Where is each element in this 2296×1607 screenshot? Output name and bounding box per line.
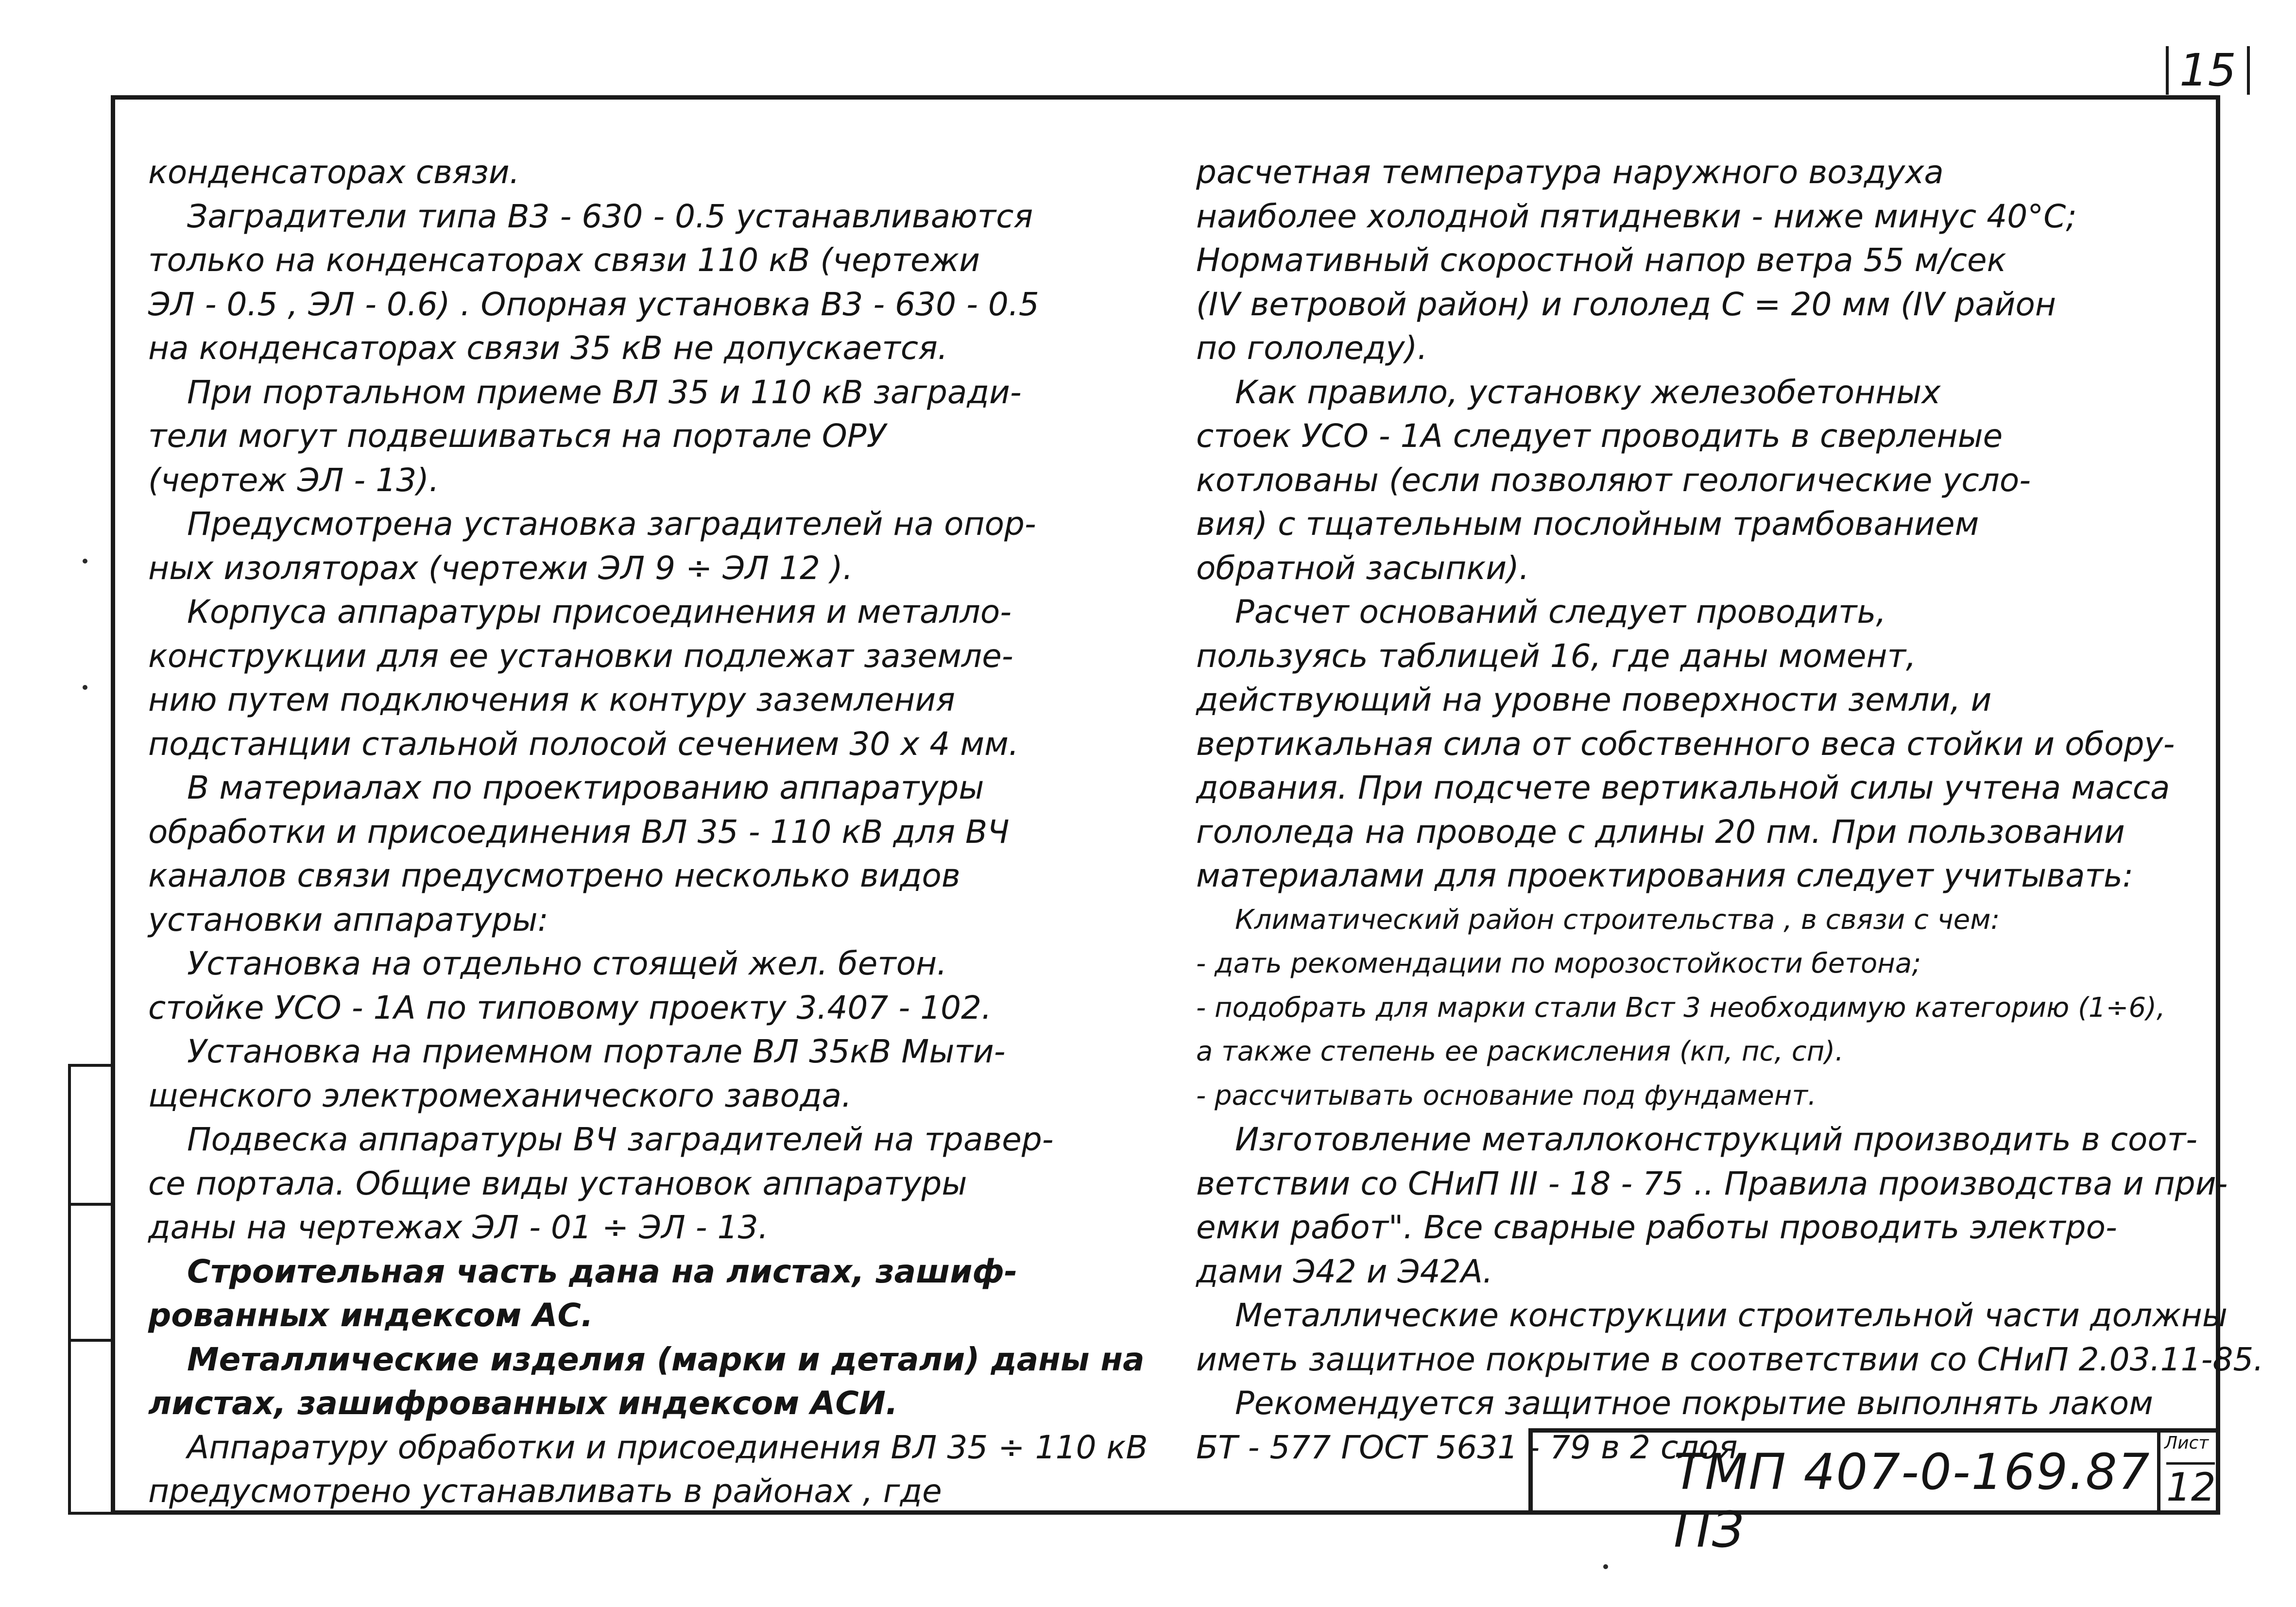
text-line: стойке УСО - 1А по типовому проекту 3.407 - 102. [148,989,992,1026]
text-line: - дать рекомендации по морозостойкости бетона; [1196,948,1921,979]
text-line: дования. При подсчете вертикальной силы учтена масса [1196,769,2170,806]
text-line: подстанции стальной полосой сечением 30 х 4 мм. [148,725,1019,763]
text-line: Установка на приемном портале ВЛ 35кВ Мыти- [187,1033,1006,1070]
scan-speck [1603,1564,1608,1569]
page-number: 15 [2166,46,2250,95]
text-line: расчетная температура наружного воздуха [1196,154,1944,191]
text-line: материалами для проектирования следует учитывать: [1196,857,2134,894]
text-line: стоек УСО - 1А следует проводить в сверленые [1196,417,2003,455]
text-line: ных изоляторах (чертежи ЭЛ 9 ÷ ЭЛ 12 ). [148,549,853,587]
text-line: Нормативный скоростной напор ветра 55 м/сек [1196,241,2006,279]
text-line: Металлические конструкции строительной части должны [1235,1297,2227,1334]
text-line: се портала. Общие виды установок аппаратуры [148,1164,967,1202]
text-line: тели могут подвешиваться на портале ОРУ [148,417,886,455]
text-line: Как правило, установку железобетонных [1235,373,1941,411]
text-line: действующий на уровне поверхности земли, и [1196,681,1992,718]
text-line: обработки и присоединения ВЛ 35 - 110 кВ для ВЧ [148,813,1010,851]
text-line: ветствии со СНиП III - 18 - 75 .. Правила производства и при- [1196,1164,2228,1202]
text-line: конструкции для ее установки подлежат заземле- [148,637,1013,675]
text-line: В материалах по проектированию аппаратуры [187,769,984,806]
text-line: только на конденсаторах связи 110 кВ (чертежи [148,241,980,279]
text-line: - подобрать для марки стали Вст 3 необходимую категорию (1÷6), [1196,992,2165,1024]
left-text-column [148,151,1168,1514]
text-line: по гололеду). [1196,329,1428,367]
text-line: (IV ветровой район) и гололед С = 20 мм (IV район [1196,285,2056,323]
text-line: обратной засыпки). [1196,549,1529,587]
text-line: каналов связи предусмотрено несколько видов [148,857,960,894]
text-line: нию путем подключения к контуру заземления [148,681,955,718]
side-strip-divider [71,1339,111,1342]
text-line: предусмотрено устанавливать в районах , где [148,1472,942,1510]
scan-speck [83,559,87,564]
side-stamp-strip [68,1064,111,1515]
right-text-column [1196,151,2264,1470]
text-line: Строительная часть дана на листах, зашиф- [187,1252,1018,1290]
text-line: даны на чертежах ЭЛ - 01 ÷ ЭЛ - 13. [148,1209,769,1246]
text-line: котлованы (если позволяют геологические усло- [1196,461,2031,499]
text-line: установки аппаратуры: [148,901,548,939]
text-line: на конденсаторах связи 35 кВ не допускается. [148,329,948,367]
text-line: Изготовление металлоконструкций производить в соот- [1235,1121,2198,1158]
text-line: Установка на отдельно стоящей жел. бетон. [187,945,947,982]
text-line: щенского электромеханического завода. [148,1077,852,1114]
text-line: а также степень ее раскисления (кп, пс, сп). [1196,1036,1844,1067]
text-line: наиболее холодной пятидневки - ниже минус 40°С; [1196,197,2077,235]
text-line: БТ - 577 ГОСТ 5631 - 79 в 2 слоя. [1196,1428,1748,1466]
text-line: конденсаторах связи. [148,154,520,191]
text-line: пользуясь таблицей 16, где даны момент, [1196,637,1917,675]
text-line: гололеда на проводе с длины 20 пм. При пользовании [1196,813,2125,851]
text-line: емки работ". Все сварные работы проводить электро- [1196,1209,2117,1246]
text-line: иметь защитное покрытие в соответствии со СНиП 2.03.11-85. [1196,1340,2264,1378]
document-code: ТМП 407-0-169.87 ПЗ [1674,1443,2151,1559]
text-line: Климатический район строительства , в связи с чем: [1235,904,2000,936]
text-line: Рекомендуется защитное покрытие выполнять лаком [1235,1385,2153,1422]
scan-speck [83,685,87,690]
text-line: вертикальная сила от собственного веса стойки и обору- [1196,725,2175,763]
text-line: Металлические изделия (марки и детали) даны на [187,1340,1145,1378]
text-line: Расчет оснований следует проводить, [1235,593,1886,631]
text-line: (чертеж ЭЛ - 13). [148,461,439,499]
text-line: листах, зашифрованных индексом АСИ. [148,1385,898,1422]
text-line: Предусмотрена установка заградителей на опор- [187,505,1036,543]
text-line: Корпуса аппаратуры присоединения и металло- [187,593,1012,631]
text-line: При портальном приеме ВЛ 35 и 110 кВ загради- [187,373,1022,411]
title-block [1528,1428,2220,1559]
text-line: Заградители типа В3 - 630 - 0.5 устанавливаются [187,197,1033,235]
text-line: дами Э42 и Э42А. [1196,1252,1493,1290]
text-line: Подвеска аппаратуры ВЧ заградителей на травер- [187,1121,1054,1158]
text-line: Аппаратуру обработки и присоединения ВЛ 35 ÷ 110 кВ [187,1428,1148,1466]
text-line: рованных индексом АС. [148,1297,594,1334]
side-strip-divider [71,1203,111,1206]
text-line: ЭЛ - 0.5 , ЭЛ - 0.6) . Опорная установка В3 - 630 - 0.5 [148,285,1039,323]
sheet-box [2157,1428,2220,1515]
text-line: - рассчитывать основание под фундамент. [1196,1079,1816,1111]
sheet-number: 12 [2166,1462,2215,1510]
sheet-label: Лист [2164,1433,2209,1453]
text-line: вия) с тщательным послойным трамбованием [1196,505,1979,543]
